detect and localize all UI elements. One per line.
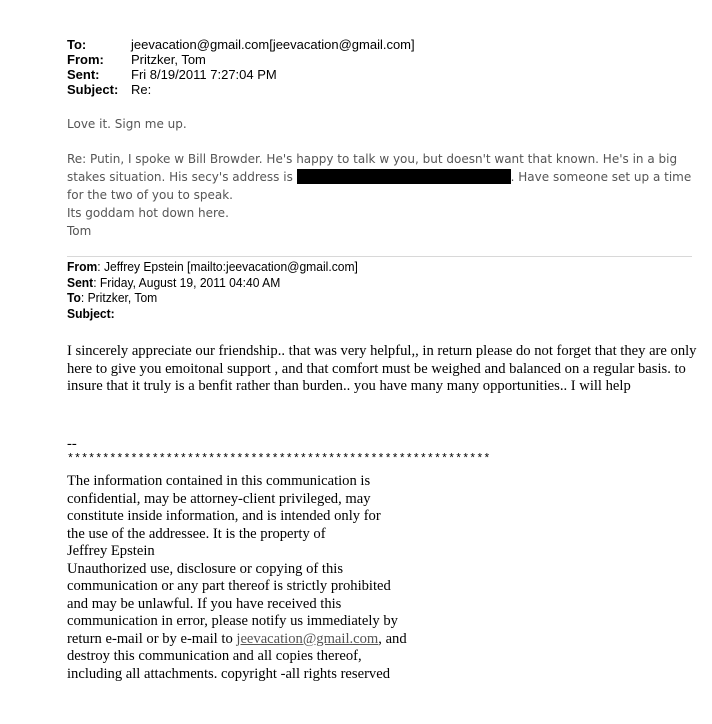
- redaction-box: [297, 169, 511, 184]
- disclaimer-line: Jeffrey Epstein: [67, 543, 155, 559]
- subject-row-original: [67, 306, 458, 322]
- to-row-original: [67, 290, 458, 306]
- disclaimer-line: including all attachments. copyright -all rights reserved: [67, 665, 390, 682]
- reply-text: Love it. Sign me up.: [67, 117, 187, 131]
- reply-line-signup: [67, 115, 692, 133]
- sent-row: [67, 67, 415, 82]
- to-label-original: To: [67, 290, 81, 305]
- disclaimer-line: constitute inside information, and is intended only for: [67, 508, 381, 524]
- reply-text-part2: . Have someone set up a time for the two of you to speak.: [67, 170, 692, 202]
- to-row: [67, 37, 415, 52]
- reply-text-part1: Re: Putin, I spoke w Bill Browder. He's happy to talk w you, but doesn't want that known. He's in a big stakes situation. His secy's address is: [67, 152, 678, 184]
- reply-paragraph: [67, 150, 692, 240]
- message-text: I sincerely appreciate our friendship.. that was very helpful,, in return please do not forget that they are only here to give you emoitonal support , and that comfort must be weighed and balanced on a regular basis. to insure that it truly is a benfit rather than burden.. you have many many opportunities.. I will help: [67, 343, 697, 394]
- signature-dashes: --: [67, 436, 77, 452]
- subject-value-original: :: [110, 305, 115, 321]
- subject-label: Subject:: [67, 82, 119, 97]
- confidentiality-disclaimer: [67, 473, 447, 683]
- from-value: Pritzker, Tom: [131, 52, 206, 67]
- to-label: To:: [67, 37, 87, 52]
- asterisk-separator: ************************************************************: [67, 453, 491, 466]
- email-header-original: [67, 259, 458, 321]
- to-value: jeevacation@gmail.com[jeevacation@gmail.com]: [131, 37, 415, 52]
- disclaimer-line-email: [67, 631, 447, 649]
- return-prefix: return e-mail or by e-mail to: [67, 630, 237, 647]
- disclaimer-line: communication or any part thereof is strictly prohibited: [67, 578, 391, 594]
- subject-row: [67, 82, 415, 97]
- sent-label: Sent:: [67, 67, 100, 82]
- disclaimer-line: destroy this communication and all copies thereof,: [67, 648, 362, 664]
- from-value-original: : Jeffrey Epstein [mailto:jeevacation@gmail.com]: [97, 259, 358, 274]
- from-label-original: From: [67, 259, 98, 274]
- message-body: [67, 343, 697, 396]
- email-header-reply: [67, 37, 415, 97]
- disclaimer-line: Unauthorized use, disclosure or copying of this: [67, 560, 344, 577]
- reply-hot-line: Its goddam hot down here.: [67, 206, 229, 220]
- from-row: [67, 52, 415, 67]
- from-label: From:: [67, 52, 104, 67]
- sent-label-original: Sent: [67, 274, 94, 290]
- sent-value-original: : Friday, August 19, 2011 04:40 AM: [93, 274, 281, 290]
- sent-row-original: [67, 275, 458, 291]
- from-row-original: [67, 259, 458, 275]
- subject-label-original: Subject: [67, 305, 111, 321]
- disclaimer-line: The information contained in this communication is: [67, 473, 371, 489]
- to-value-original: : Pritzker, Tom: [80, 290, 158, 305]
- subject-value: Re:: [131, 82, 152, 97]
- sent-value: Fri 8/19/2011 7:27:04 PM: [131, 67, 277, 82]
- reply-putin-paragraph: [67, 150, 692, 204]
- reply-signature: Tom: [67, 224, 92, 238]
- disclaimer-line: communication in error, please notify us immediately by: [67, 613, 398, 629]
- disclaimer-line: confidential, may be attorney-client privileged, may: [67, 490, 371, 507]
- header-divider: [67, 256, 692, 257]
- return-suffix: , and: [378, 630, 407, 647]
- disclaimer-line: and may be unlawful. If you have received this: [67, 595, 342, 612]
- email-link[interactable]: jeevacation@gmail.com: [236, 630, 379, 647]
- disclaimer-line: the use of the addressee. It is the property of: [67, 525, 326, 542]
